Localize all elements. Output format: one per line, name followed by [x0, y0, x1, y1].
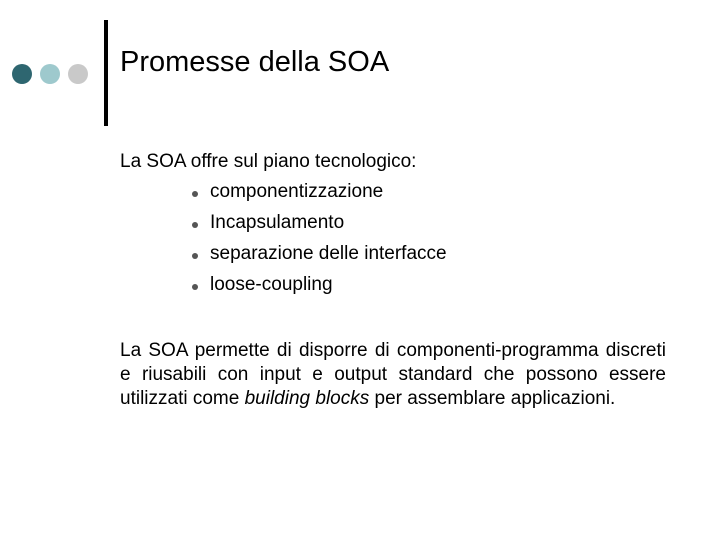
bullet-item: [190, 211, 447, 242]
decorative-dots: [12, 64, 98, 86]
bullet-item: [190, 273, 447, 304]
intro-text: La SOA offre sul piano tecnologico:: [120, 151, 417, 172]
bullet-icon: [192, 222, 198, 228]
bullet-icon: [192, 284, 198, 290]
bullet-text: separazione delle interfacce: [210, 243, 447, 264]
dot-dark-icon: [12, 64, 32, 84]
bullet-list: [190, 180, 447, 304]
body-paragraph: [120, 339, 666, 411]
bullet-text: componentizzazione: [210, 181, 384, 202]
bullet-text: loose-coupling: [210, 274, 333, 295]
slide-title: Promesse della SOA: [120, 46, 390, 78]
paragraph-text-end: per assemblare applicazioni.: [369, 388, 616, 409]
paragraph-italic-term: building blocks: [244, 388, 370, 409]
dot-gray-icon: [68, 64, 88, 84]
bullet-item: [190, 242, 447, 273]
title-divider: [104, 20, 108, 126]
bullet-icon: [192, 253, 198, 259]
bullet-text: Incapsulamento: [210, 212, 345, 233]
bullet-icon: [192, 191, 198, 197]
dot-teal-icon: [40, 64, 60, 84]
paragraph-text-start: La SOA permette di disporre di componenti-programma discreti e riusabili con input e output standard che possono essere utilizzati come: [120, 340, 666, 409]
bullet-item: [190, 180, 447, 211]
